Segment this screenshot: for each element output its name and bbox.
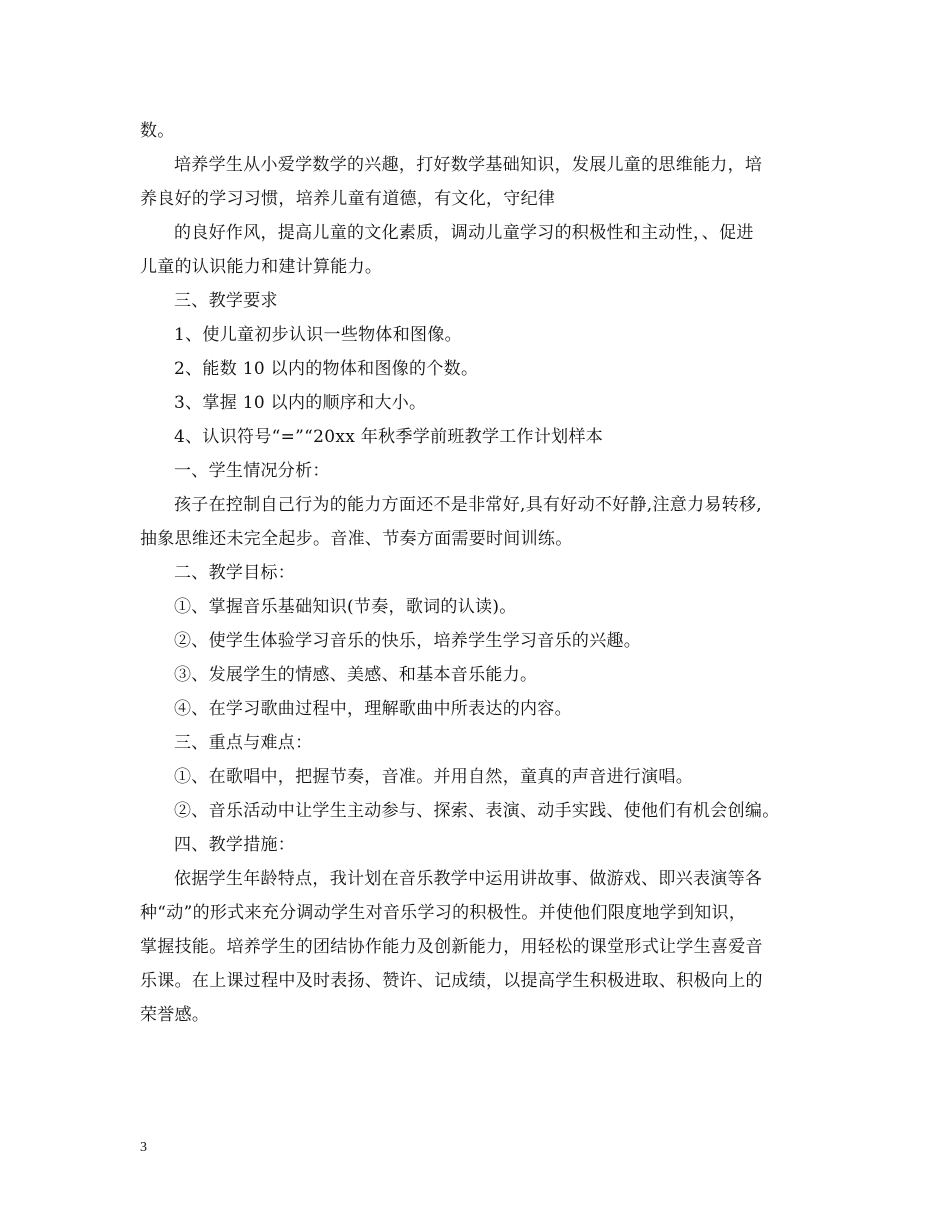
document-body — [140, 114, 820, 1032]
text-line: 儿童的认识能力和建计算能力。 — [140, 257, 383, 277]
text-line: 掌握技能。培养学生的团结协作能力及创新能力，用轻松的课堂形式让学生喜爱音 — [140, 937, 763, 957]
section-heading: 四、教学措施： — [174, 835, 296, 855]
text-line: 的良好作风，提高儿童的文化素质，调动儿童学习的积极性和主动性，、促进 — [174, 223, 754, 243]
text-line: 种“动”的形式来充分调动学生对音乐学习的积极性。并使他们限度地学到知识， — [140, 903, 747, 923]
section-heading: 二、教学目标： — [174, 563, 296, 583]
text-line: 培养学生从小爱学数学的兴趣，打好数学基础知识，发展儿童的思维能力，培 — [174, 155, 763, 175]
list-item: ②、使学生体验学习音乐的快乐，培养学生学习音乐的兴趣。 — [174, 631, 642, 651]
list-item: ①、在歌唱中，把握节奏，音准。并用自然，童真的声音进行演唱。 — [174, 767, 693, 787]
text-line: 孩子在控制自己行为的能力方面还不是非常好,具有好动不好静,注意力易转移, — [174, 495, 763, 515]
list-item: ②、音乐活动中让学生主动参与、探索、表演、动手实践、使他们有机会创编。 — [174, 801, 780, 821]
section-heading: 三、重点与难点： — [174, 733, 313, 753]
list-item: 2、能数 10 以内的物体和图像的个数。 — [174, 359, 479, 379]
page-number: 3 — [140, 1140, 147, 1155]
text-line: 荣誉感。 — [140, 1005, 210, 1025]
text-line: 养良好的学习习惯，培养儿童有道德，有文化，守纪律 — [140, 189, 556, 209]
section-heading: 三、教学要求 — [174, 291, 278, 311]
list-item: 3、掌握 10 以内的顺序和大小。 — [174, 393, 427, 413]
list-item: ③、发展学生的情感、美感、和基本音乐能力。 — [174, 665, 538, 685]
text-line: 依据学生年龄特点，我计划在音乐教学中运用讲故事、做游戏、即兴表演等各 — [174, 869, 763, 889]
text-line: 乐课。在上课过程中及时表扬、赞许、记成绩，以提高学生积极进取、积极向上的 — [140, 971, 763, 991]
list-item: 1、使儿童初步认识一些物体和图像。 — [174, 325, 462, 345]
list-item: ④、在学习歌曲过程中，理解歌曲中所表达的内容。 — [174, 699, 572, 719]
list-item: ①、掌握音乐基础知识(节奏，歌词的认读)。 — [174, 597, 517, 617]
text-line: 数。 — [140, 121, 175, 141]
text-line: 抽象思维还未完全起步。音准、节奏方面需要时间训练。 — [140, 529, 573, 549]
list-item: 4、认识符号“=”“20xx 年秋季学前班教学工作计划样本 — [174, 427, 604, 447]
section-heading: 一、学生情况分析： — [174, 461, 330, 481]
